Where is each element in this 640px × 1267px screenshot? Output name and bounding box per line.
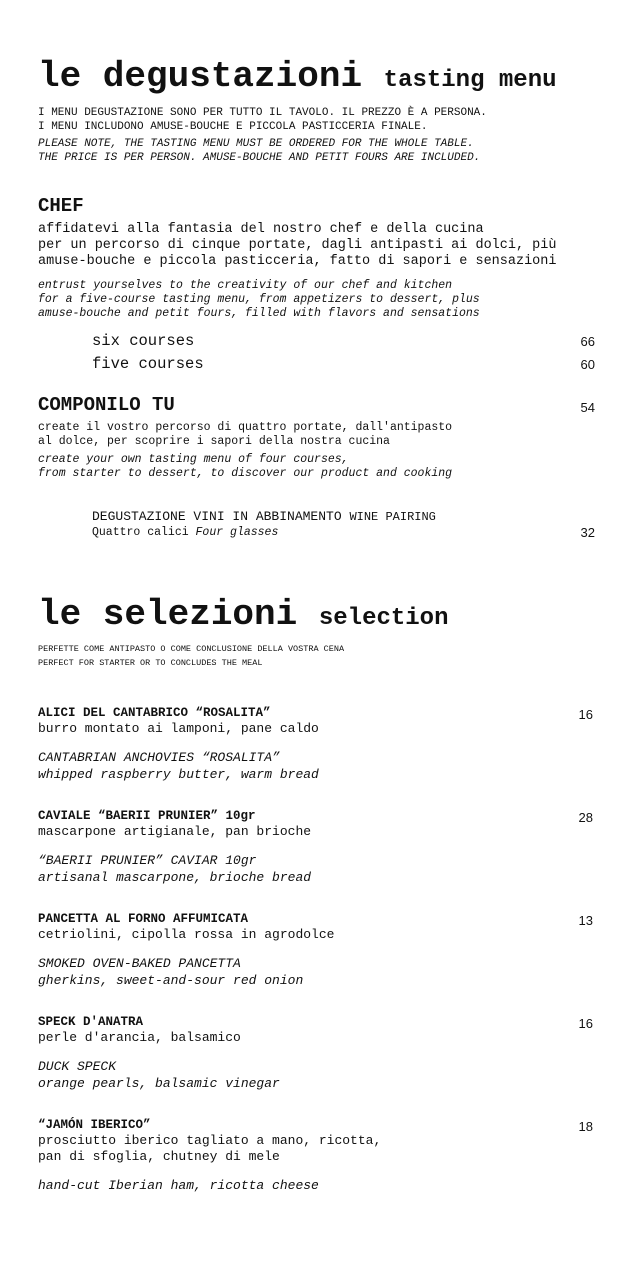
item-price: 28 — [578, 810, 593, 825]
wine-pairing-sub — [92, 526, 278, 539]
item-name: ALICI DEL CANTABRICO “ROSALITA” — [38, 706, 271, 720]
selection-title-it: le selezioni — [38, 594, 298, 635]
item-desc: pan di sfoglia, chutney di mele — [38, 1149, 280, 1164]
item-en-desc: gherkins, sweet-and-sour red onion — [38, 973, 304, 988]
chef-desc-it-3: amuse-bouche e piccola pasticceria, fatto di sapori e sensazioni — [38, 254, 557, 269]
chef-desc-en-3: amuse-bouche and petit fours, filled with flavors and sensations — [38, 307, 480, 320]
componilo-desc-it-2: al dolce, per scoprire i sapori della nostra cucina — [38, 435, 390, 448]
item-name: CAVIALE “BAERII PRUNIER” 10gr — [38, 809, 256, 823]
selection-note-it: PERFETTE COME ANTIPASTO O COME CONCLUSIONE DELLA VOSTRA CENA — [38, 644, 345, 654]
chef-desc-it-2: per un percorso di cinque portate, dagli antipasti ai dolci, più — [38, 238, 557, 253]
selection-note-en: PERFECT FOR STARTER OR TO CONCLUDES THE MEAL — [38, 658, 263, 668]
tasting-title-it: le degustazioni — [38, 56, 363, 97]
tasting-note-en-2: THE PRICE IS PER PERSON. AMUSE-BOUCHE AND PETIT FOURS ARE INCLUDED. — [38, 152, 481, 164]
tasting-note-it-1: I MENU DEGUSTAZIONE SONO PER TUTTO IL TAVOLO. IL PREZZO È A PERSONA. — [38, 107, 487, 119]
item-price: 16 — [578, 707, 593, 722]
wine-title-en: WINE PAIRING — [349, 510, 436, 524]
chef-option-label: five courses — [92, 355, 204, 373]
chef-heading: CHEF — [38, 195, 84, 217]
tasting-note-en-1: PLEASE NOTE, THE TASTING MENU MUST BE ORDERED FOR THE WHOLE TABLE. — [38, 138, 474, 150]
tasting-note-it-2: I MENU INCLUDONO AMUSE-BOUCHE E PICCOLA PASTICCERIA FINALE. — [38, 121, 428, 133]
wine-sub-it: Quattro calici — [92, 526, 189, 539]
componilo-desc-it-1: create il vostro percorso di quattro portate, dall'antipasto — [38, 421, 453, 434]
item-desc: perle d'arancia, balsamico — [38, 1030, 241, 1045]
componilo-desc-en-2: from starter to dessert, to discover our product and cooking — [38, 467, 453, 480]
item-en-desc: orange pearls, balsamic vinegar — [38, 1076, 280, 1091]
chef-option-price: 66 — [580, 334, 595, 349]
item-name: SPECK D'ANATRA — [38, 1015, 144, 1029]
item-price: 16 — [578, 1016, 593, 1031]
wine-title-it: DEGUSTAZIONE VINI IN ABBINAMENTO — [92, 509, 342, 524]
chef-desc-it-1: affidatevi alla fantasia del nostro chef e della cucina — [38, 222, 484, 237]
chef-desc-en-2: for a five-course tasting menu, from appetizers to dessert, plus — [38, 293, 480, 306]
item-desc: prosciutto iberico tagliato a mano, ricotta, — [38, 1133, 382, 1148]
selection-title — [38, 594, 448, 635]
item-desc: cetriolini, cipolla rossa in agrodolce — [38, 927, 335, 942]
wine-pairing-title — [92, 509, 436, 524]
item-desc: burro montato ai lamponi, pane caldo — [38, 721, 319, 736]
wine-pairing-price: 32 — [580, 525, 595, 540]
item-en-name: “BAERII PRUNIER” CAVIAR 10gr — [38, 853, 257, 868]
chef-option-label: six courses — [92, 332, 195, 350]
item-en-desc: artisanal mascarpone, brioche bread — [38, 870, 312, 885]
chef-option-price: 60 — [580, 357, 595, 372]
item-desc: mascarpone artigianale, pan brioche — [38, 824, 312, 839]
item-en-name: SMOKED OVEN-BAKED PANCETTA — [38, 956, 241, 971]
item-en-desc: hand-cut Iberian ham, ricotta cheese — [38, 1178, 319, 1193]
item-en-name: CANTABRIAN ANCHOVIES “ROSALITA” — [38, 750, 280, 765]
item-price: 18 — [578, 1119, 593, 1134]
componilo-price: 54 — [580, 400, 595, 415]
chef-desc-en-1: entrust yourselves to the creativity of our chef and kitchen — [38, 279, 453, 292]
selection-title-en: selection — [318, 605, 449, 632]
item-name: PANCETTA AL FORNO AFFUMICATA — [38, 912, 249, 926]
item-en-desc: whipped raspberry butter, warm bread — [38, 767, 319, 782]
tasting-title — [38, 56, 557, 97]
tasting-title-en: tasting menu — [383, 67, 557, 94]
componilo-desc-en-1: create your own tasting menu of four courses, — [38, 453, 349, 466]
item-name: “JAMÓN IBERICO” — [38, 1118, 151, 1132]
item-en-name: DUCK SPECK — [38, 1059, 117, 1074]
item-price: 13 — [578, 913, 593, 928]
wine-sub-en: Four glasses — [195, 526, 279, 539]
componilo-heading: COMPONILO TU — [38, 394, 175, 416]
